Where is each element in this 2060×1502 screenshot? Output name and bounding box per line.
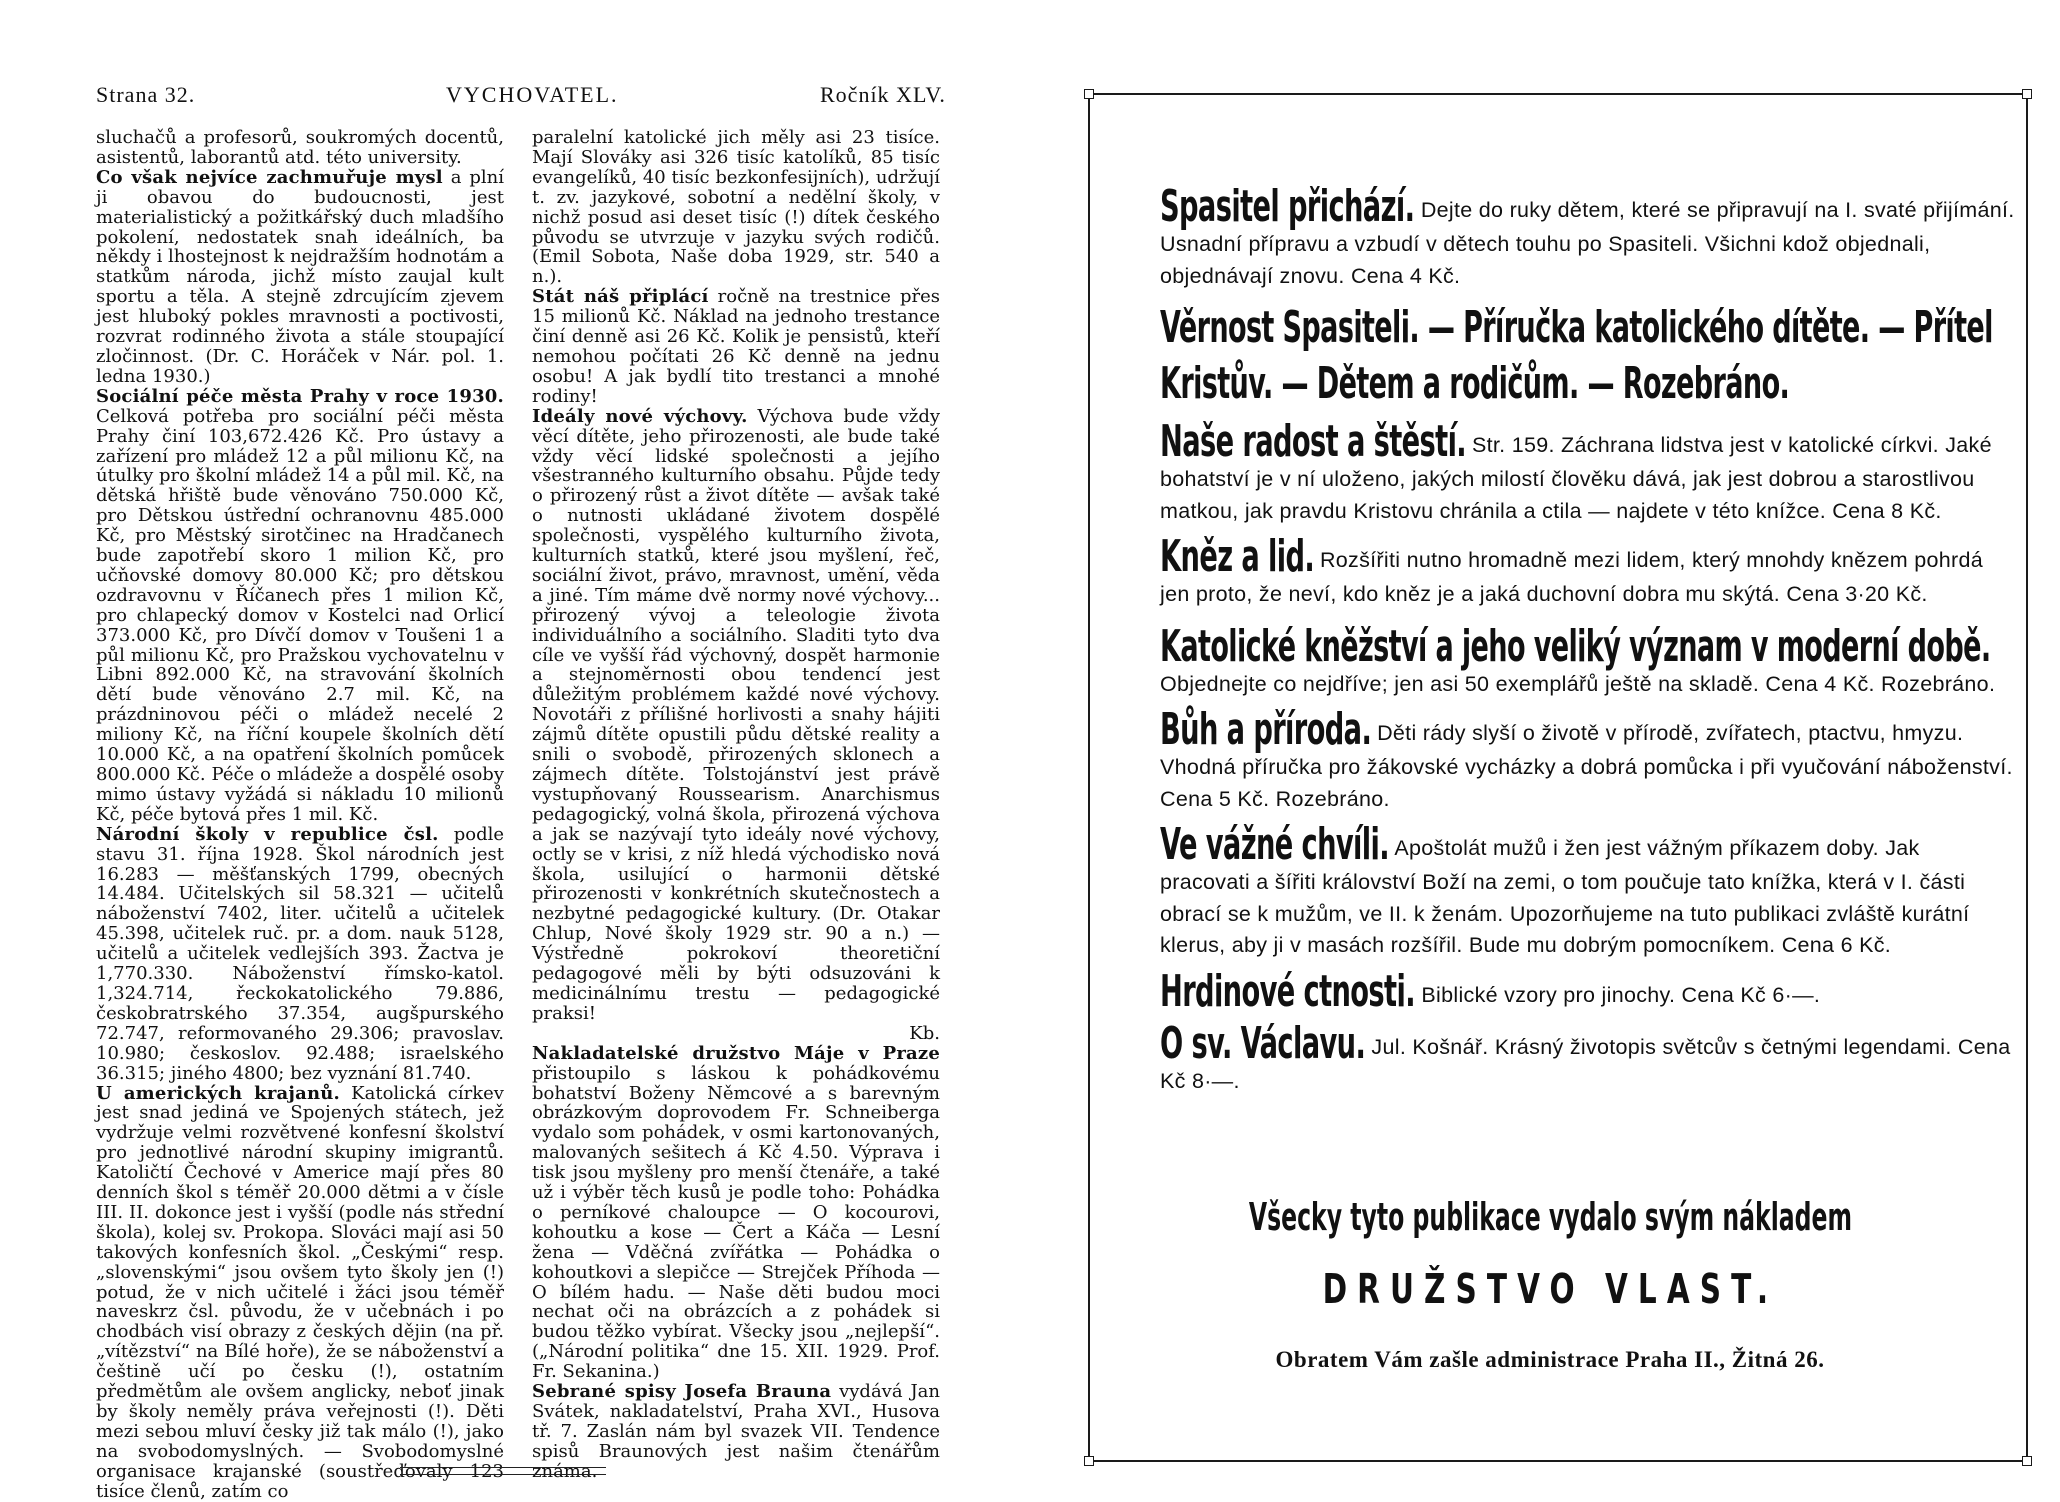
right-page <box>1040 0 2060 1500</box>
book-entry <box>1160 619 2015 701</box>
book-title: O sv. Václavu. <box>1160 1017 1366 1069</box>
article-paragraph <box>96 128 504 168</box>
book-title: Spasitel přichází. <box>1160 181 1415 232</box>
article-paragraph <box>96 168 504 387</box>
article-text: a plní ji obavou do budoucnosti, jest materialistický a požitkářský duch mladšího pokolení, nedostatek snah ideálních, ba někdy i lhostejnost k nejdražším hodnotám a statkům národa, jichž místo zaujal kult sportu a těla. A stejně zdrcujícím zjevem jest hluboký pokles mravnosti a poctivosti, rozvrat rodinného života a stále stoupající zločinnost. (Dr. C. Horáček v Nár. pol. 1. ledna 1930.) <box>96 166 505 387</box>
book-entry <box>1160 300 2015 412</box>
book-title: Ve vážné chvíli. <box>1160 819 1389 870</box>
book-entry <box>1160 181 2015 292</box>
book-entry <box>1160 1017 2015 1098</box>
book-title: Katolické kněžství a jeho veliký význam v moderní době. <box>1160 620 1991 672</box>
article-text: vydává Jan Svátek, nakladatelství, Praha XVI., Husova tř. 7. Zaslán nám byl svazek VII. Tendence spisů Braunových jest našim čtenářům známa. <box>532 1381 940 1482</box>
article-heading: U amerických krajanů. <box>96 1082 340 1104</box>
frame-corner <box>2022 89 2032 99</box>
book-entry <box>1160 416 2015 527</box>
frame-corner <box>1084 1456 1094 1466</box>
article-heading: Národní školy v republice čsl. <box>96 823 439 845</box>
book-title: Kněz a lid. <box>1160 531 1315 582</box>
book-description: Děti rády slyší o životě v přírodě, zvířatech, ptactvu, hmyzu. Vhodná příručka pro žákovské vycházky a dobrá pomůcka i při vyučování náboženství. Cena 5 Kč. Rozebráno. <box>1160 721 2013 811</box>
frame-corner <box>2022 1456 2032 1466</box>
book-entry <box>1160 965 2015 1017</box>
book-description: Jul. Košnář. Krásný životopis světcův s četnými legendami. Cena Kč 8·—. <box>1160 1034 2011 1093</box>
article-heading: Stát náš připlácí <box>532 286 709 308</box>
footer-rule <box>400 1467 606 1468</box>
book-entry <box>1160 704 2015 815</box>
frame-corner <box>1084 89 1094 99</box>
article-paragraph <box>96 387 504 825</box>
journal-title: VYCHOVATEL. <box>446 82 619 107</box>
book-description: Dejte do ruky dětem, které se připravují na I. svaté přijímání. Usnadní přípravu a vzbudí v dětech touhu po Spasiteli. Všichni kdož objednali, objednávají znovu. Cena 4 Kč. <box>1160 198 2015 288</box>
article-heading: Sociální péče města Prahy v roce 1930. <box>96 385 504 407</box>
book-entry <box>1160 819 2015 962</box>
order-line: Obratem Vám zašle administrace Praha II., Žitná 26. <box>1275 1347 1825 1372</box>
article-signature: Kb. <box>909 1022 940 1044</box>
article-heading: Nakladatelské družstvo Máje v Praze <box>532 1042 940 1064</box>
book-title: Věrnost Spasiteli. — Příručka katolického dítěte. — Přítel Kristův. — Dětem a rodičům. — Rozebráno. <box>1160 302 1993 409</box>
article-text: sluchačů a profesorů, soukromých docentů, asistentů, laborantů atd. této university. <box>96 127 504 168</box>
advertisement-list <box>1160 181 2015 1105</box>
book-title: Hrdinové ctnosti. <box>1160 965 1415 1017</box>
article-heading: Sebrané spisy Josefa Brauna <box>532 1381 832 1403</box>
book-description: Rozšířiti nutno hromadně mezi lidem, který mnohdy knězem pohrdá jen proto, že neví, kdo kněz je a jaká duchovní dobra mu skýtá. Cena 3·20 Kč. <box>1160 548 1983 606</box>
article-text: Katolická církev jest snad jediná ve Spojených státech, jež vydržuje velmi rozvětvené konfesní školství pro jednotlivé národní skupiny imigrantů. Katoličtí Čechové v Americe mají přes 80 denních škol s téměř 20.000 dětmi a v čísle III. II. dokonce jest i vyšší (podle nás střední škola), kolej sv. Prokopa. Slováci mají asi 50 takových konfesních škol. „Českými“ resp. „slovenskými“ jsou ovšem tyto školy jen (!) potud, že v nich učitelé i žáci jsou téměř naveskrz čsl. původu, že v učebnách i po chodbách visí obrazy z českých dějin (na př. „vítězství“ na Bílé hoře), že se náboženství a češtině učí po česku (!), ostatním předmětům ale ovšem anglicky, neboť jinak by školy neměly práva veřejnosti (!). Děti mezi sebou mluví česky již tak málo (!), jako na svobodomyslných. — Svobodomyslné organisace krajanské (soustřeďovaly 123 tisíce členů, zatím co <box>96 1082 504 1502</box>
article-text: Celková potřeba pro sociální péči města Prahy činí 103,672.426 Kč. Pro ústavy a zařízení pro mládež 12 a půl milionu Kč, na útulky pro školní mládež 14 a půl mil. Kč, na dětská hřiště bude věnováno 750.000 Kč, pro Dětskou ústřední ochranovnu 485.000 Kč, pro Městský sirotčinec na Hradčanech bude zapotřebí skoro 1 milion Kč, pro učňovské domovy 80.000 Kč; pro dětskou ozdravovnu v Říčanech přes 1 milion Kč, pro chlapecký domov v Kostelci nad Orlicí 373.000 Kč, pro Dívčí domov v Toušeni 1 a půl milionu Kč, pro Pražskou vychovatelnu v Libni 892.000 Kč, na stravování školních dětí bude věnováno 2.7 mil. Kč, na prázdninovou péči o mládež necelé 2 miliony Kč, na říční koupele školních dětí 10.000 Kč, a na opatření školních pomůcek 800.000 Kč. Péče o mládeže a dospělé osoby mimo ústavy vyžádá si nákladu 10 milionů Kč, péče bytová přes 1 mil. Kč. <box>96 405 504 825</box>
article-heading: Co však nejvíce zachmuřuje mysl <box>96 166 443 188</box>
article-text: ročně na trestnice přes 15 milionů Kč. Náklad na jednoho trestance činí denně asi 26 Kč. Kolik je pensistů, kteří nemohou počítati 26 Kč denně na jednu osobu! A jak bydlí tito trestanci a mnohé rodiny! <box>532 286 940 407</box>
book-description: Str. 159. Záchrana lidstva jest v katolické církvi. Jaké bohatství je v ní uloženo, jakých milostí člověku dává, jak jest dobrou a starostlivou matkou, jak pravdu Kristovu chránila a ctila — najdete v této knížce. Cena 8 Kč. <box>1160 433 1992 523</box>
book-title: Naše radost a štěstí. <box>1160 416 1467 467</box>
article-heading: Ideály nové výchovy. <box>532 405 748 427</box>
article-paragraph <box>96 825 504 1084</box>
article-text: přistoupilo s láskou k pohádkovému bohatství Boženy Němcové a s barevným obrázkovým doprovodem Fr. Schneiberga vydalo som pohádek, v osmi kartonovaných, malovaných sešitech á Kč 4.50. Výprava i tisk jsou myšleny pro menší čtenáře, a také už i výběr těch kusů je podle toho: Pohádka o perníkové chaloupce — O kocourovi, kohoutku a kose — Čert a Káča — Lesní žena — Vděčná zvířátka — Pohádka o kohoutkovi a slepičce — Strejček Příhoda — O bílém hadu. — Naše děti budou moci nechat oči na obrázcích a z pohádek si budou těžko vybírat. Všecky jsou „nejlepší“. („Národní politika“ dne 15. XII. 1929. Prof. Fr. Sekanina.) <box>532 1062 940 1383</box>
article-paragraph <box>532 287 940 406</box>
book-description: Apoštolát mužů i žen jest vážným příkazem doby. Jak pracovati a šířiti království Boží na zemi, o tom poučuje tato knížka, která v I. části obrací se k mužům, ve II. k ženám. Upozorňujeme na tuto publikaci zvláště kurátní klerus, aby ji v masách rozšířil. Bude mu dobrým pomocníkem. Cena 6 Kč. <box>1160 836 1970 957</box>
publisher-text: Všecky tyto publikace vydalo svým nákladem <box>1248 1195 1852 1239</box>
volume-label: Ročník XLV. <box>820 82 946 107</box>
article-text: paralelní katolické jich měly asi 23 tisíce. Mají Slováky asi 326 tisíc katolíků, 85 tisíc evangelíků, 40 tisíc bezkonfesijních), udržují t. zv. jazykové, sobotní a nedělní školy, v nichž posud asi deset tisíc (!) dítek českého původu se utvrzuje v jazyku svých rodičů. (Emil Sobota, Naše doba 1929, str. 540 a n.). <box>532 127 940 288</box>
book-title: Bůh a příroda. <box>1160 704 1372 755</box>
page-number: Strana 32. <box>96 82 196 107</box>
book-description: Objednejte co nejdříve; jen asi 50 exemplářů ještě na skladě. Cena 4 Kč. Rozebráno. <box>1160 671 1996 696</box>
article-paragraph <box>96 1084 504 1502</box>
book-entry <box>1160 531 2015 611</box>
article-paragraph <box>532 128 940 287</box>
text-column-1 <box>96 128 504 1502</box>
footer-rule <box>400 1474 606 1475</box>
text-column-2 <box>532 128 940 1482</box>
book-description: Biblické vzory pro jinochy. Cena Kč 6·—. <box>1415 982 1821 1007</box>
article-paragraph <box>532 407 940 1024</box>
article-text: Výchova bude vždy věcí dítěte, jeho přirozenosti, ale bude také vždy věcí lidské společnosti a jejího všestranného kulturního obsahu. Půjde tedy o přirozený růst a život dítěte — avšak také o nutnosti ukládané životem dospělé společnosti, vyspělého kulturního života, kulturních statků, které jsou myšlení, řeč, sociální život, právo, mravnost, umění, věda a jiné. Tím máme dvě normy nové výchovy... přirozený vývoj a teleologie života individuálního a sociálního. Sladiti tyto dva cíle ve vyšší řád výchovný, dospět harmonie a stejnoměrnosti obou tendencí jest důležitým problémem každé nové výchovy. Novotáři z přílišné horlivosti a snahy hájiti zájmů dítěte opustili půdu dětské reality a snili o svobodě, přirozených sklonech a zájmech dítěte. Tolstojánství jest právě vystupňovaný Roussearism. Anarchismus pedagogický, volná škola, přirozená výchova a jak se nazývají tyto ideály nové výchovy, octly se v krisi, z níž hledá východisko nová škola, usilující o harmonii dětské přirozenosti v konkrétních skutečnostech a nezbytné pedagogické kultury. (Dr. Otakar Chlup, Nové školy 1929 str. 90 a n.) — Výstředně pokrokoví theoretiční pedagogové měli by býti odsuzováni k medicinálnímu trestu — pedagogické praksi! <box>532 405 941 1024</box>
cooperative-name <box>1040 1265 2060 1313</box>
article-paragraph <box>532 1044 940 1382</box>
publisher-line <box>1040 1195 2060 1239</box>
cooperative-text: DRUŽSTVO VLAST. <box>1322 1265 1778 1313</box>
article-text: podle stavu 31. října 1928. Škol národních jest 16.283 — měšťanských 1799, obecných 14.484. Učitelských sil 58.321 — učitelů náboženství 7402, liter. učitelů a učitelek 45.398, učitelek ruč. pr. a dom. nauk 5128, učitelů a učitelek vedlejších 393. Žactva je 1,770.330. Náboženství římsko-katol. 1,324.714, řeckokatolického 79.886, českobratrského 37.354, augšpurského 72.747, reformovaného 29.306; pravoslav. 10.980; českoslov. 92.488; israelského 36.315; jiného 4800; bez vyznání 81.740. <box>96 823 504 1084</box>
